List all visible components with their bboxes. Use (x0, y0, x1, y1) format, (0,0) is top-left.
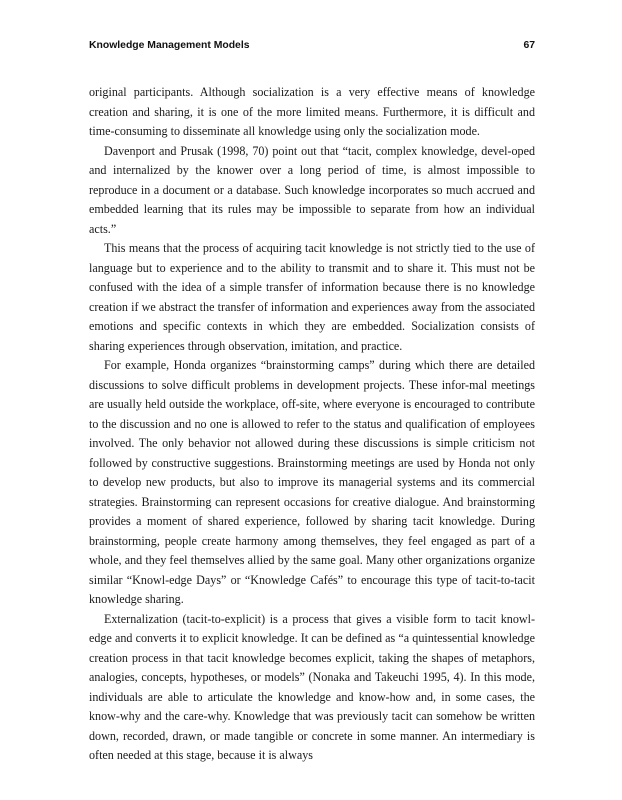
paragraph-1: original participants. Although socialization is a very effective means of knowledge creation and sharing, it is one of the more limited means. Furthermore, it is difficult and time-consuming to disseminate all knowledge using only the socialization mode. (89, 85, 535, 138)
paragraph-3: This means that the process of acquiring tacit knowledge is not strictly tied to the use of language but to experience and to the ability to transmit and to share it. This must not be confused with the idea of a simple transfer of information because there is no knowledge creation if we abstract the transfer of information and experiences away from the associated emotions and specific contexts in which they are embedded. Socialization consists of sharing experiences through observation, imitation, and practice. (89, 241, 535, 353)
paragraph-5: Externalization (tacit-to-explicit) is a process that gives a visible form to tacit knowl-edge and converts it to explicit knowledge. It can be defined as “a quintessential knowledge creation process in that tacit knowledge becomes explicit, taking the shapes of metaphors, analogies, concepts, hypotheses, or models” (Nonaka and Takeuchi 1995, 4). In this mode, individuals are able to articulate the knowledge and know-how and, in some cases, the know-why and the care-why. Knowledge that was previously tacit can somehow be written down, recorded, drawn, or made tangible or concrete in some manner. An intermediary is often needed at this stage, because it is always (89, 611, 535, 762)
running-title: Knowledge Management Models (89, 40, 250, 51)
paragraph-2: Davenport and Prusak (1998, 70) point out that “tacit, complex knowledge, devel-oped and internalized by the knower over a long period of time, is almost impossible to reproduce in a document or a database. Such knowledge incorporates so much accrued and embedded learning that its rules may be impossible to separate from how an individual acts.” (89, 143, 535, 236)
page-number: 67 (523, 40, 535, 51)
running-header (89, 40, 535, 56)
body-text (89, 83, 535, 766)
paragraph-4: For example, Honda organizes “brainstorming camps” during which there are detailed discussions to solve difficult problems in development projects. These infor-mal meetings are usually held outside the workplace, off-site, where everyone is encouraged to contribute to the discussion and no one is allowed to refer to the status and qualification of employees involved. The only behavior not allowed during these discussions is simple criticism not followed by constructive suggestions. Brainstorming meetings are used by Honda not only to develop new products, but also to improve its managerial systems and its commercial strategies. Brainstorming can represent occasions for creative dialogue. And brainstorming provides a moment of shared experience, followed by sharing tacit knowledge. During brainstorming, people create harmony among themselves, they feel engaged as part of a whole, and they feel themselves allied by the same goal. Many other organizations organize similar “Knowl-edge Days” or “Knowledge Cafés” to encourage this type of tacit-to-tacit knowledge sharing. (89, 358, 535, 606)
